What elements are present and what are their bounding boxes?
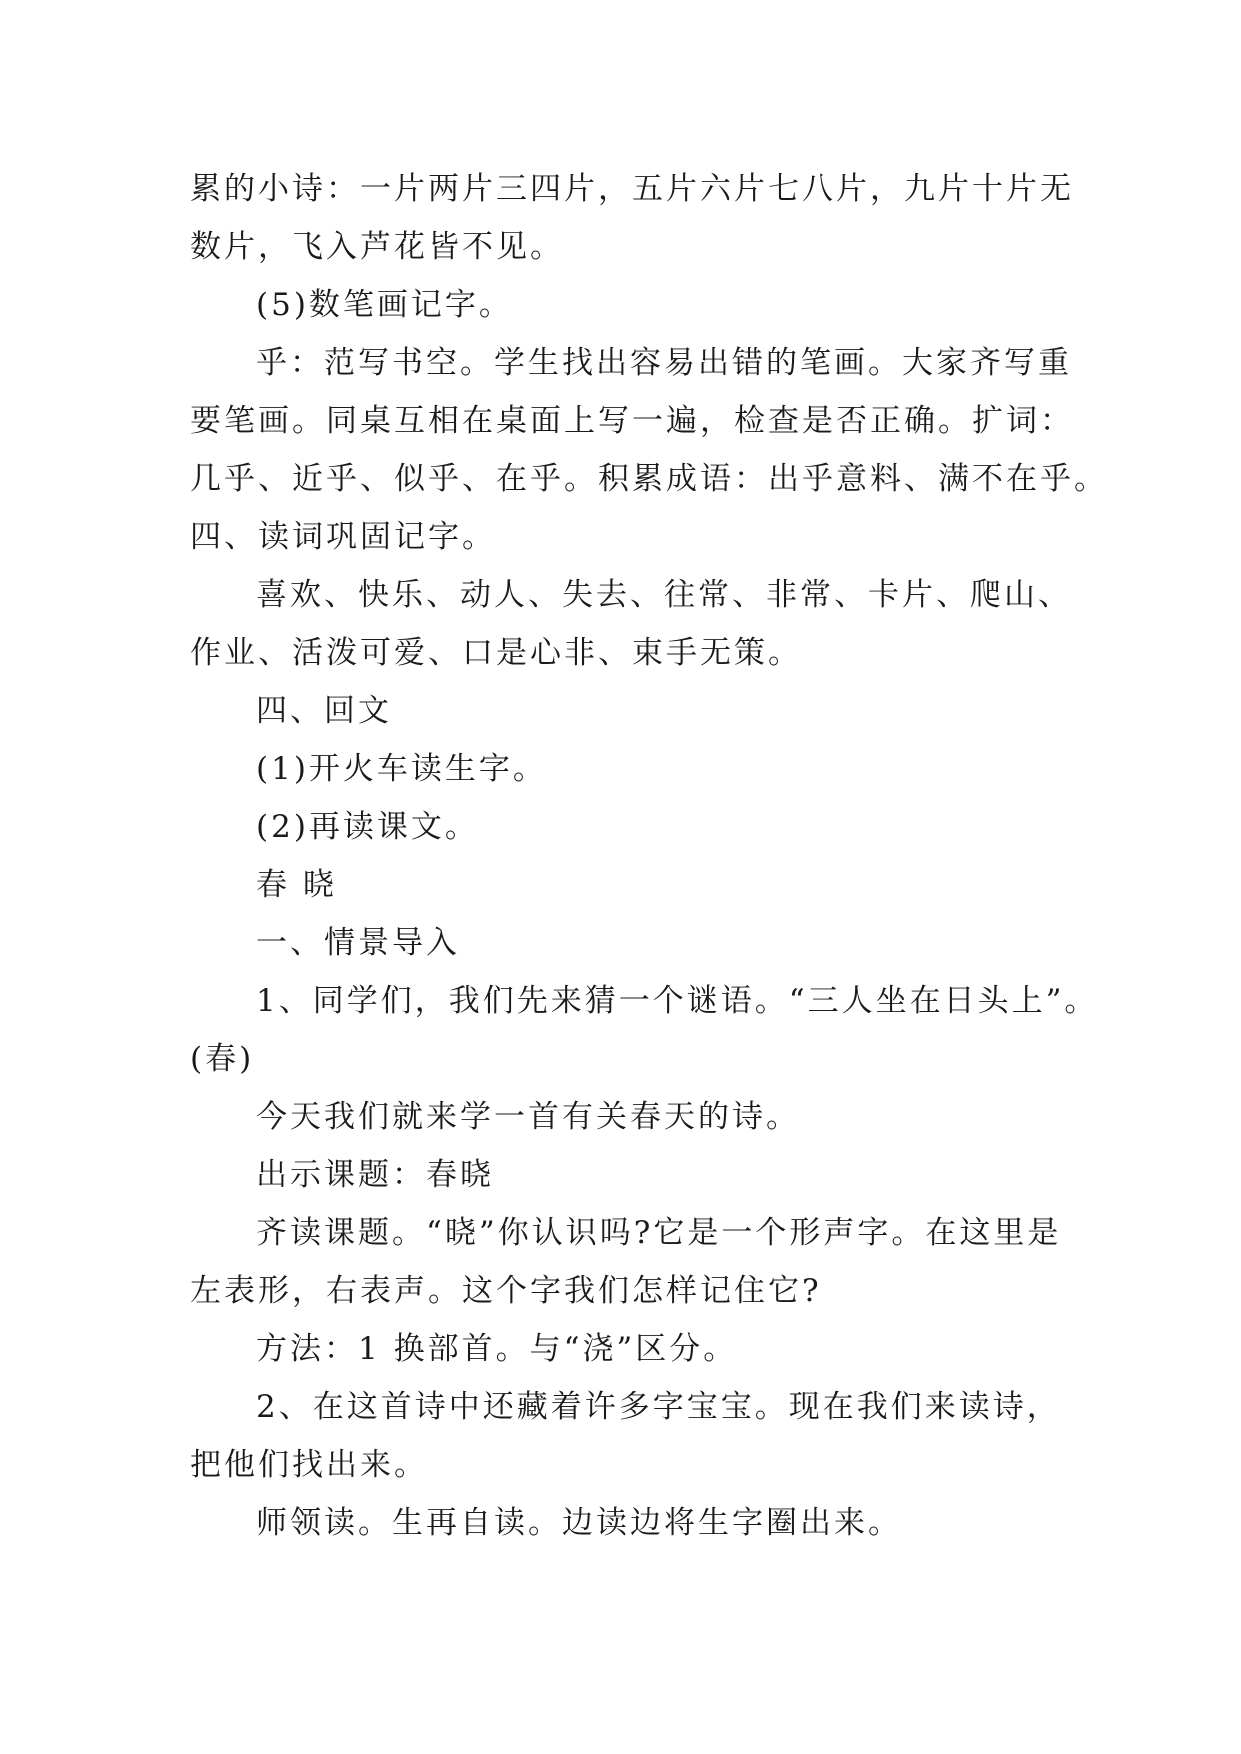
text-line: 1、同学们，我们先来猜一个谜语。“三人坐在日头上”。 — [256, 983, 1099, 1019]
text-line: 2、在这首诗中还藏着许多字宝宝。现在我们来读诗， — [256, 1389, 1061, 1425]
text-line: 师领读。生再自读。边读边将生字圈出来。 — [256, 1505, 902, 1541]
document-body — [190, 160, 1108, 1552]
text-line: 方法：1 换部首。与“浇”区分。 — [256, 1331, 738, 1367]
text-line: 乎：范写书空。学生找出容易出错的笔画。大家齐写重 — [256, 345, 1072, 381]
text-line: 把他们找出来。 — [190, 1447, 428, 1483]
text-line: 数片，飞入芦花皆不见。 — [190, 229, 564, 265]
text-line: 今天我们就来学一首有关春天的诗。 — [256, 1099, 800, 1135]
text-line: 喜欢、快乐、动人、失去、往常、非常、卡片、爬山、 — [256, 577, 1072, 613]
text-line: 几乎、近乎、似乎、在乎。积累成语：出乎意料、满不在乎。 — [190, 461, 1108, 497]
lesson-title: 春 晓 — [256, 867, 337, 903]
text-line: 累的小诗：一片两片三四片，五片六片七八片，九片十片无 — [190, 171, 1074, 207]
section-heading: 四、回文 — [256, 693, 392, 729]
text-line: (5)数笔画记字。 — [256, 287, 513, 323]
section-heading: 四、读词巩固记字。 — [190, 519, 496, 555]
text-line: (2)再读课文。 — [256, 809, 479, 845]
text-line: 出示课题：春晓 — [256, 1157, 494, 1193]
text-line: (1)开火车读生字。 — [256, 751, 547, 787]
text-line: (春) — [190, 1041, 255, 1077]
section-heading: 一、情景导入 — [256, 925, 460, 961]
text-line: 齐读课题。“晓”你认识吗?它是一个形声字。在这里是 — [256, 1215, 1062, 1251]
text-line: 左表形，右表声。这个字我们怎样记住它? — [190, 1273, 822, 1309]
text-line: 作业、活泼可爱、口是心非、束手无策。 — [190, 635, 802, 671]
text-line: 要笔画。同桌互相在桌面上写一遍，检查是否正确。扩词： — [190, 403, 1074, 439]
